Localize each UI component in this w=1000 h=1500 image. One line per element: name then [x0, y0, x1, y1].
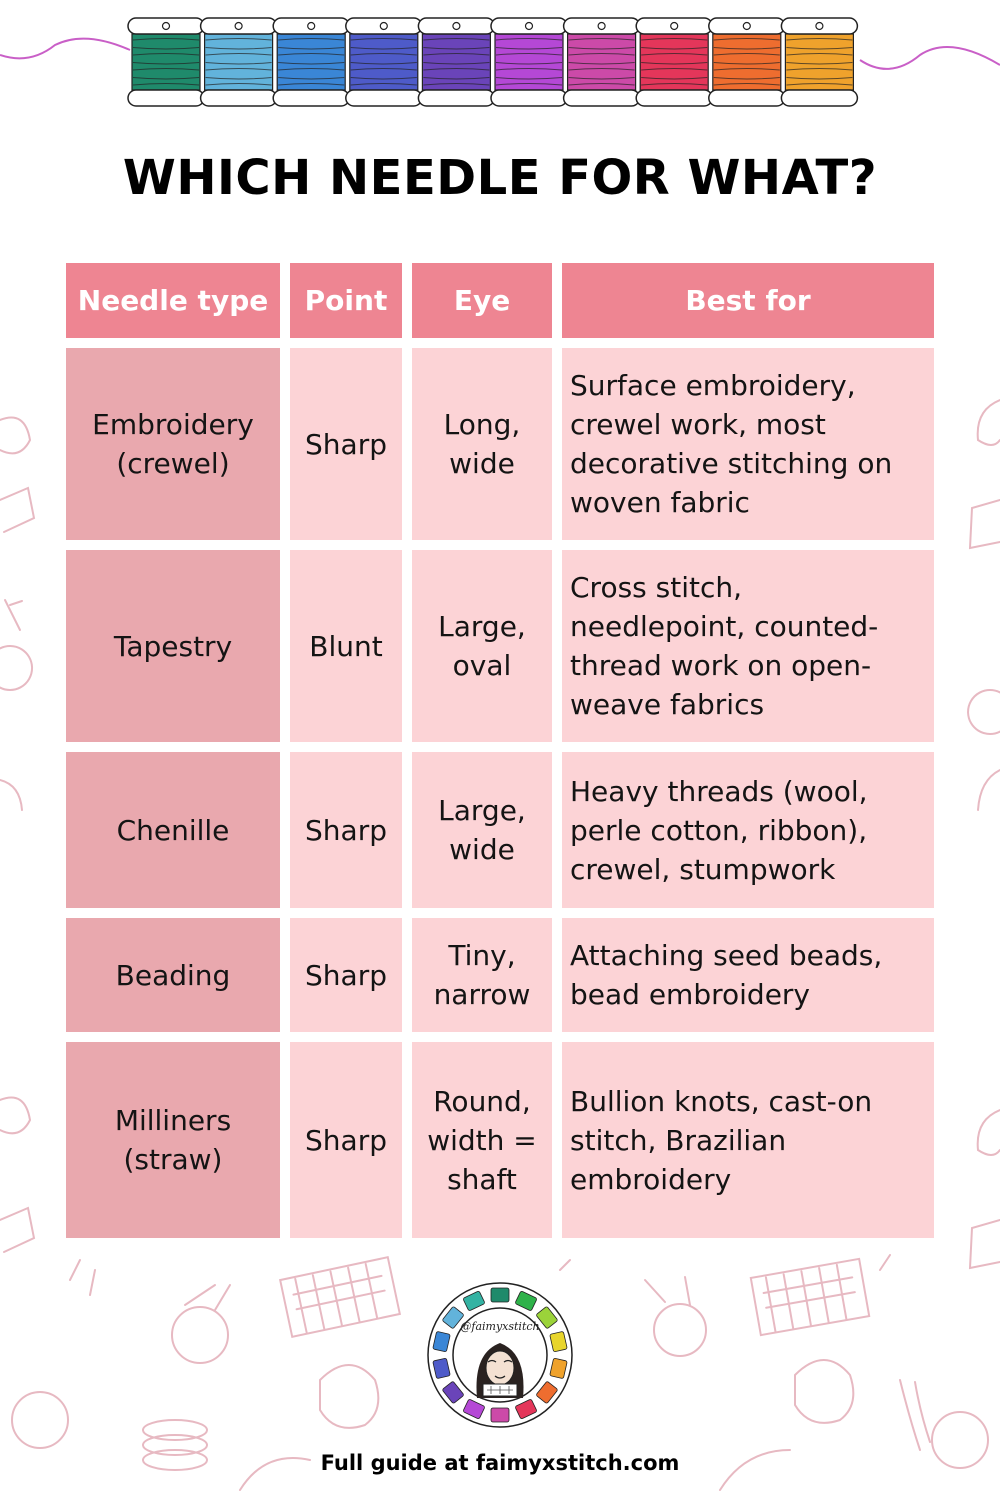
row-milliners-point: Sharp — [290, 1042, 402, 1238]
row-chenille-type: Chenille — [66, 752, 280, 908]
loose-thread-left — [0, 39, 130, 59]
row-milliners-eye: Round, width = shaft — [412, 1042, 552, 1238]
row-chenille-point: Sharp — [290, 752, 402, 908]
row-milliners-type: Milliners (straw) — [66, 1042, 280, 1238]
spool-icon — [201, 18, 277, 106]
spool-icon — [418, 18, 494, 106]
row-chenille-eye: Large, wide — [412, 752, 552, 908]
header-eye: Eye — [412, 263, 552, 338]
row-beading-best-for: Attaching seed beads, bead embroidery — [562, 918, 934, 1032]
row-beading-point: Sharp — [290, 918, 402, 1032]
row-embroidery-type: Embroidery (crewel) — [66, 348, 280, 540]
spool-icon — [781, 18, 857, 106]
needle-table — [66, 263, 934, 1238]
faimyxstitch-logo — [425, 1280, 575, 1430]
row-embroidery-point: Sharp — [290, 348, 402, 540]
logo-spool-icon — [491, 1408, 509, 1422]
row-beading-eye: Tiny, narrow — [412, 918, 552, 1032]
row-milliners-best-for: Bullion knots, cast-on stitch, Brazilian embroidery — [562, 1042, 934, 1238]
header-needle-type: Needle type — [66, 263, 280, 338]
footer-link-text: Full guide at faimyxstitch.com — [320, 1451, 680, 1475]
logo-handle: @faimyxstitch — [460, 1320, 540, 1333]
logo-spool-icon — [491, 1288, 509, 1302]
row-embroidery-eye: Long, wide — [412, 348, 552, 540]
header-point: Point — [290, 263, 402, 338]
row-tapestry-best-for: Cross stitch, needlepoint, counted- thread work on open- weave fabrics — [562, 550, 934, 742]
row-tapestry-eye: Large, oval — [412, 550, 552, 742]
spool-icon — [491, 18, 567, 106]
row-beading-type: Beading — [66, 918, 280, 1032]
row-chenille-best-for: Heavy threads (wool, perle cotton, ribbon), crewel, stumpwork — [562, 752, 934, 908]
spool-icon — [273, 18, 349, 106]
spool-icon — [564, 18, 640, 106]
row-tapestry-point: Blunt — [290, 550, 402, 742]
row-tapestry-type: Tapestry — [66, 550, 280, 742]
loose-thread-right — [860, 47, 1000, 69]
spool-row — [128, 18, 857, 106]
spool-icon — [709, 18, 785, 106]
thread-spools-banner — [0, 0, 1000, 125]
spool-icon — [636, 18, 712, 106]
header-best-for: Best for — [562, 263, 934, 338]
spool-icon — [346, 18, 422, 106]
spool-icon — [128, 18, 204, 106]
row-embroidery-best-for: Surface embroidery, crewel work, most decorative stitching on woven fabric — [562, 348, 934, 540]
page-title: WHICH NEEDLE FOR WHAT? — [122, 150, 878, 206]
